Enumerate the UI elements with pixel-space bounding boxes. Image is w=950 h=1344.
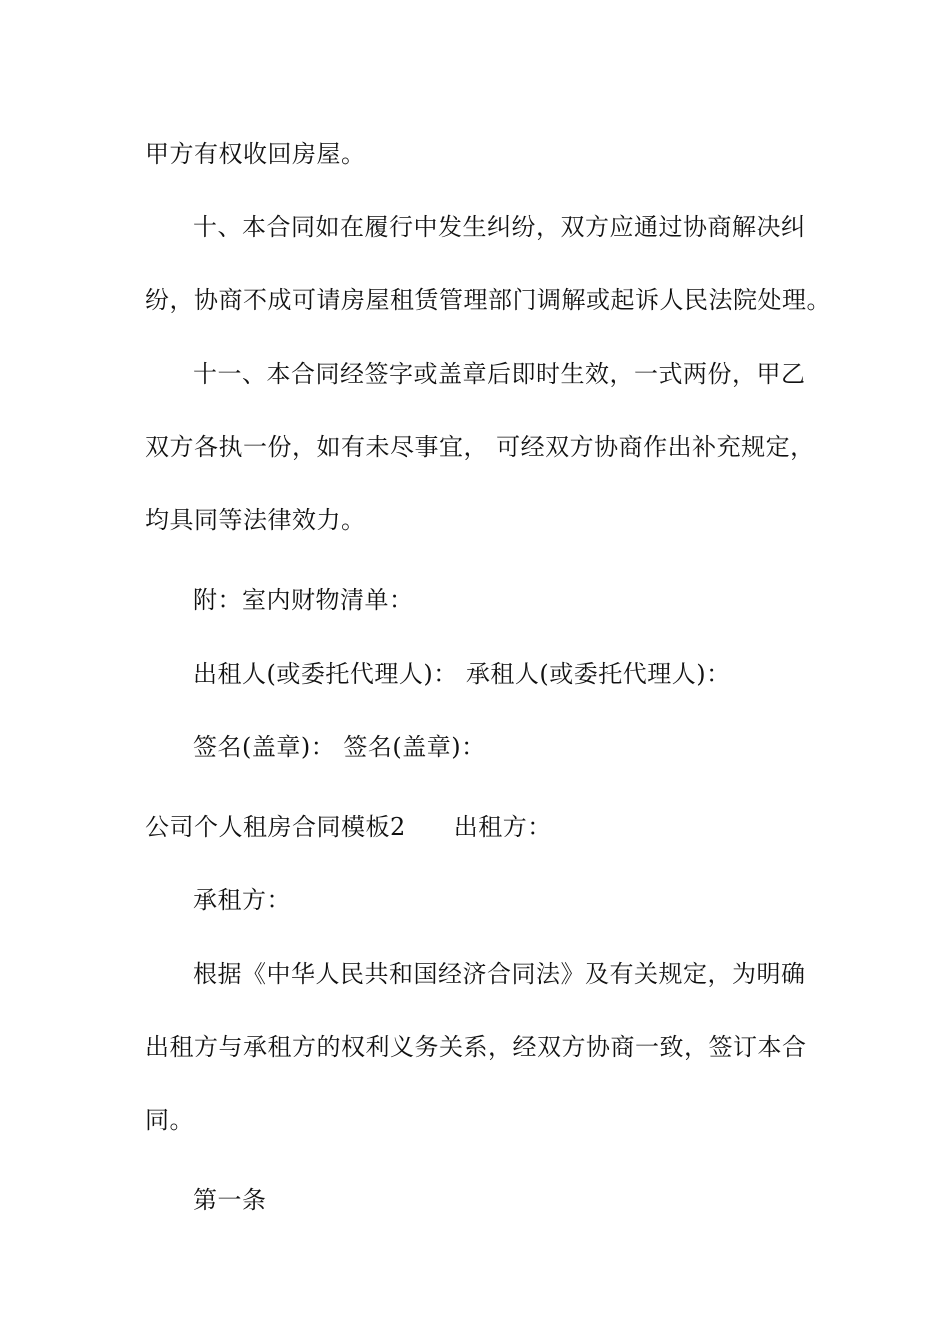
clause-eleven-line-3: 均具同等法律效力。 (145, 506, 366, 534)
preamble-line-2: 出租方与承租方的权利义务关系，经双方协商一致，签订本合 (145, 1033, 807, 1061)
article-one-heading: 第一条 (193, 1186, 267, 1214)
lessor-label: 出租方： (453, 813, 552, 841)
signature-line: 签名(盖章)： 签名(盖章)： (193, 733, 486, 761)
template-title: 公司个人租房合同模板2 (145, 813, 406, 841)
preamble-line-1: 根据《中华人民共和国经济合同法》及有关规定，为明确 (193, 960, 806, 988)
party-label-line: 出租人(或委托代理人)： 承租人(或委托代理人)： (193, 660, 731, 688)
clause-ten-line-2: 纷，协商不成可请房屋租赁管理部门调解或起诉人民法院处理。 (145, 286, 831, 314)
paragraph-line: 甲方有权收回房屋。 (145, 140, 366, 168)
preamble-line-3: 同。 (145, 1106, 194, 1134)
template-title-line (145, 811, 825, 843)
clause-ten-line-1: 十、本合同如在履行中发生纠纷，双方应通过协商解决纠 (193, 213, 806, 241)
attachment-line: 附：室内财物清单： (193, 586, 414, 614)
lessee-label: 承租方： (193, 886, 291, 914)
clause-eleven-line-2: 双方各执一份，如有未尽事宜， 可经双方协商作出补充规定， (145, 433, 815, 461)
clause-eleven-line-1: 十一、本合同经签字或盖章后即时生效，一式两份，甲乙 (193, 360, 806, 388)
